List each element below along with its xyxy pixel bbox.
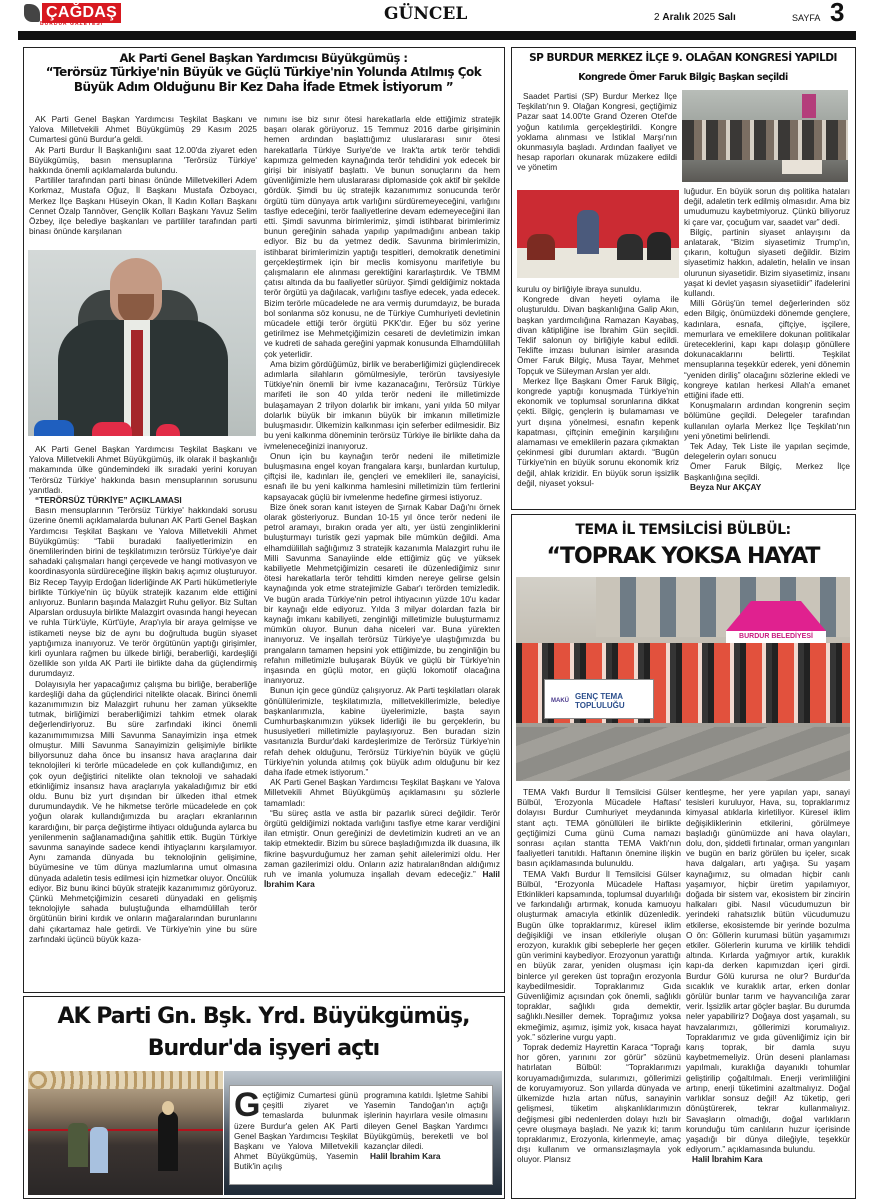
article-column-1 bbox=[29, 444, 257, 990]
section-title: GÜNCEL bbox=[384, 4, 468, 24]
article-sp-kongre bbox=[511, 47, 856, 510]
paragraph: TEMA Vakfı Burdur İl Temsilcisi Gülser Bülbül, “Erozyonla Mücadele Haftası Etkinlikleri kapsamında, toplumsal duyarlılığı ve farkındalığı artırmak, konuda kamuoyu oluşturmak amacıyla etkinlik düzenledik. Bugün ülke topraklarımız, küresel iklim değişikliği ve insan etkileriyle oluşan erozyon, kuraklık gibi sebeplerle her geçen gün verimini kaybediyor. Erozyonun yarattığı en büyük zarar, yeniden oluşması için binlerce yıl gereken üst toprağın erozyonla kaybedilmesidir. Topraklarımız Gıda Güvenliğimiz açısından çok önemli, sağlıklı topraklar, sağlıklı gıda demektir, sağlıklı.Nesiller demek. Toprağımız yoksa ekmeğimiz, aşımız, işimiz yok, kısaca hayat yok.” sözlerine vurgu yaptı. bbox=[517, 868, 681, 1042]
article-byline: Halil İbrahim Kara bbox=[692, 1154, 763, 1165]
paragraph: “Bu süreç astla ve astla bir pazarlık süreci değildir. Terör örgütü geldiğimizi noktada varlığını tasfiye etme karar verdiğini ilan etmiştir. Onun gereğinizi de devletimizin kudreti an ve an takip etmektedir. Bizim bu sürece başladığımızda ilk duasına, ilk fikrine başvurduğumuz her zaman şehit ailelerimizi oldu. Her zaman gazilerimizi oldu. Onların aziz hatıraları8ndan aldığımız ruh ve imanla yolumuza inşallah devam edeceğiz.” bbox=[264, 807, 500, 880]
article-subheadline: Kongrede Ömer Faruk Bilgiç Başkan seçildi bbox=[578, 72, 788, 83]
paragraph: Milli Görüş'ün temel değerlerinden söz eden Bilgiç, önümüzdeki dönemde gençlere, kadınlara, esnafa, çiftçiye, işçilere, memurlara ve emeklilere dokunan politikalar üreteceklerini, kapı kapı dolaşıp gönüllere dokunacaklarını belirtti. Teşkilat mensuplarına teşekkür ederek, yeni dönemin “yeniden diriliş” olacağını sözlerine ekledi ve kongreye katılan herkesi Allah'a emanet ettiğini ifade etti. bbox=[684, 298, 850, 401]
article-isyeri-acilis bbox=[23, 996, 505, 1199]
article-tema bbox=[511, 514, 856, 1199]
text-panel bbox=[229, 1085, 493, 1185]
article-byline: Beyza Nur AKÇAY bbox=[690, 481, 762, 492]
paragraph: Tek Aday, Tek Liste ile yapılan seçimde, delegelerin oyları sonucu bbox=[684, 441, 850, 462]
paragraph: AK Parti Genel Başkan Yardımcısı Teşkilat Başkanı ve Yalova Milletvekili Ahmet Büyükgümüş 29 Kasım 2025 Cumartesi günü Burdur'a geldi. bbox=[29, 114, 257, 145]
paragraph: TEMA Vakfı Burdur İl Temsilcisi Gülser Bülbül, 'Erozyonla Mücadele Haftası' dolayısı Burdur Cumhuriyet meydanında stant açtı. TEMA gönüllüleri ile birlikte geçtiğimizi Cuma günü Cuma namazı sonrası açılan stantta TEMA Vakfı'nın faaliyetleri tanıtıldı. Haftanın önemine ilişkin basın açıklamasında bulunuldu. bbox=[517, 787, 681, 869]
paragraph: Bize önek soran kanıt isteyen de Şırnak Kabar Dağı'nı örnek olarak gösteriyoruz. Bundan 10-15 yıl önce terör nedeni ile petrol aramayı, bırakın orada yer altı, yer üstü zenginliklerini buluşturmayı turistik gezi yapmak bile mümkün değildi. Ama elhamdülillah sağlığımız 3 stratejik kazanımla Malazgirt ruhu ile Milli Savunma Sanayiinde elde ettiğimiz güç ve yüksek kabiliyetle Mehmetçiğimizin cesareti ile düzenlediğimiz sınır ötesi harekatlarla terör tehditti kimden nereye gelirse gelsin kaynağında yok etme stratejimizle Gabar'ı terörden temizledik. Ve bugün arada Türkiye'nin petrol ihtiyacının yüzde 10'u kadar bir kaynağı elde ediyoruz. Yılda 3 milyar dolardan fazla bir kaynağı imkanı kabiliyeti, zenginliği milletimizle buluşturmamız mümkün oluyor. Bunun daha niceleri var. Buna yürekten inanıyoruz. Ve inşallah terörsüz Türkiye'ye ulaştığımızda bu prangaların tamamen hepsini yok ettiğimizde, bu zenginliğin bu refahın milletimizle buluşarak Büyük ve güçlü bir Türkiye'nin inşasında en güçlü motor, en güçlü lokomotif olacağına inanıyoruz. bbox=[264, 501, 500, 686]
paragraph: Ömer Faruk Bilgiç, Merkez İlçe Başkanlığına seçildi. bbox=[684, 461, 850, 482]
photo-banner-org: MAKÜ bbox=[551, 698, 569, 704]
date-year: 2025 bbox=[692, 12, 716, 23]
article-headline: “TOPRAK YOKSA HAYAT bbox=[546, 544, 820, 569]
article-header bbox=[28, 51, 499, 95]
article-byline: Halil İbrahim Kara bbox=[370, 1151, 441, 1162]
article-headline-line2: Büyük Adım Olduğunu Bir Kez Daha İfade Etmek İstiyorum ” bbox=[73, 80, 454, 94]
paragraph: Toprak dedemiz Hayrettin Karaca “Toprağı hor gören, yarınını zor görür” sözünü hatırlatan Bülbül: “Topraklarımızı koruyamadığımızda, sularımızı, göllerimizi de koruyamıyoruz. Son yıllarda dünyada ve ülkemizde hızla artan nüfus, sanayinin gelişmesi, tüketim alışkanlıklarımızın değişmesi gibi nedenlerden dolayı hızlı bir çevre oluşmaya başladı. Ne yazık ki; tarım topraklarımız, Erozyonla, kirlenmeyle, amaç dışı kullanım ve ormansızlaşmayla yok oluyor. Plansız bbox=[517, 1042, 681, 1165]
paragraph: kentleşme, her yere yapılan yapı, sanayi tesisleri kuruluyor, Hava, su, topraklarımız kimyasal atıklarla kirletiliyor. Küresel iklim değişikliklerinin etkilerini, görülmeye başladığı günümüzde ani hava olayları, dolu, don, şiddetli fırtınalar, orman yangınları ve bugün en bariz görülen bu içeler, sıcak hava dalgaları, artı yağışa. Su yaşam kaynağımız, su olmadan hiçbir canlı yaşamıyor, hiçbir üretim yapılamıyor, doğada bir sistem var, ekosistem bir zincirin halkaları gibi. Nasıl vücudumuzun bir yerindeki rahatsızlık bütün vücudumuzu etkilerse, ekosistemde bir yerinde bozulma O ön: Göllerin kurumasi bütün yaşamımızı etkiler. Gölerlerin kuruma ve kirlilik tehdidi altında. Kırlarda yağmıyor artık, kuraklık kapı-da derken kapımızdan içeri girdi. Burdur Gölü kurursa ne olur? Burdur'da sıcaklık ve kuraklık artar, erken donlar görülür bunlar tarım ve hayvancılığa zarar verir. İşsizlik artar göçler başlar. Bu durumda neler yapabiliriz? Doğaya dost yaşamalı, su havzalarımızı, göllerimizi korumalıyız. Topraklarımız ve gıda güvenliğimiz için bir karış toprak, bir damla suyu kaybetmemeliyiz. Ürün deseni planlaması yapılmalı, kuraklığa dayanıklı tohumlar geliştirilip çoğaltılmalı. Enerji verimliliğini artırıp, enerji tüketimini azaltmalıyız. Doğal varlıklar sonsuz değil! Az tüketip, geri dönüştürerek, tekrar kullanmalıyız. Savaşların olmadığı, doğal varlıkların korunduğu tüm canlıların huzur içerisinde yaşadığı bir dünya dileğiyle, teşekkür ediyorum.” açıklamasında bulundu. bbox=[686, 787, 850, 1155]
paragraph: Konuşmaların ardından kongrenin seçim bölümüne geçildi. Delegeler tarafından kullanılan oylarla Merkez İlçe Teşkilatı'nın yeni yönetimi belirlendi. bbox=[684, 400, 850, 441]
article-kicker: Ak Parti Genel Başkan Yardımcısı Büyükgümüş : bbox=[119, 51, 408, 65]
paragraph: Ak Parti Burdur İl Başkanlığını saat 12.00'da ziyaret eden Büyükgümüş, basın mensuplarına 'Terörsüz Türkiye' hakkında önemli açıklamalarda bulundu. bbox=[29, 144, 257, 176]
logo-name: ÇAĞDAŞ bbox=[42, 3, 121, 23]
article-column-1-top bbox=[29, 114, 257, 246]
article-column-2 bbox=[264, 114, 500, 990]
logo-emblem-icon bbox=[24, 4, 40, 22]
article-headline-line2: Burdur'da işyeri açtı bbox=[147, 1036, 380, 1061]
page-label: SAYFA bbox=[792, 13, 821, 23]
paragraph: Basın mensuplarının 'Terörsüz Türkiye' hakkındaki sorusu üzerine önemli açıklamalarda bulunan AK Parti Genel Başkan Yardımcısı Teşkilat Başkanı ve Yalova Milletvekili Ahmet Büyükgümüş: “Tabii buradaki faaliyetlerimizin en önemlilerinden birini de teşkilatımızın terörsüz Türkiye'ye dair sahadaki çalışmaları hangi çerçevede ve hangi motivasyon ve koordinasyonla sürdüreceğine ilişkin bakış açımız oluşturuyor. Biz Recep Tayyip Erdoğan liderliğinde AK Parti hükümetleriyle birlikte Türkiye'nin üç büyük stratejik kazanım elde ettiğini anlıyoruz. Bunların başında Malazgirt Ruhu geliyor. Biz Sultan Alparslan ordusuyla birlikte Malazgirt ovasında hangi heyecan ve ruhla Türk'üyle, Kürt'üyle, Arap'ıyla bir araya gelmişse ve istikameti neyse biz de aynı bu doğrultuda bugün siyaset yaptığımıza inanıyoruz. Ve terör örgütünün yaptığı girişimler, kirli oyunlara rağmen bu ülkede birliği, beraberliği, kardeşliği özellikle son yılda AK Parti ile birlikte daha da güçlendirmiş durumdayız. bbox=[29, 505, 257, 679]
date-day: 2 bbox=[654, 12, 660, 23]
date-weekday: Salı bbox=[717, 12, 736, 23]
header-rule bbox=[18, 31, 856, 40]
article-column-1 bbox=[517, 787, 681, 1195]
photo-tema-volunteers bbox=[516, 577, 850, 781]
article-column-1-top bbox=[517, 91, 677, 183]
paragraph: Ama bizim gördüğümüz, birlik ve beraberliğimizi güçlendirecek adımlarla silahların gömülmesiyle, terörün tavsiyesiyle Tütkiye'nin önemli bir ivme kazanacağını, Terörsüz Türkiye marifeti ile son 40 yılda terör nedeni ile milletimizde bulaşamayan 2 trilyon dolarlık bir imkanı, yani yılda 50 milyar dolarlık büyük bir imkanın büyük bir imkanın milletimizle buluşmasıdır. Ülkemizin kalkınması için seferber edilmesidir. Biz bu yeni kalkınma döneminin terörsüz Türkiye ile birlikte daha da ivmeleneceğinizi inanıyoruz. bbox=[264, 358, 500, 451]
article-kicker: TEMA İL TEMSİLCİSİ BÜLBÜL: bbox=[575, 522, 791, 538]
photo-kongre-podium bbox=[517, 190, 679, 278]
article-byline: Halil İbrahim Kara bbox=[264, 869, 500, 890]
paragraph: AK Parti Genel Başkan Yardımcısı Teşkilat Başkanı ve Yalova Milletvekili Ahmet Büyükgümüş açıklamasını şu sözlerle tamamladı: bbox=[264, 777, 500, 808]
article-headline: SP BURDUR MERKEZ İLÇE 9. OLAĞAN KONGRESİ YAPILDI bbox=[529, 52, 837, 64]
paragraph: Bunun için gece gündüz çalışıyoruz. Ak Parti teşkilatları olarak gönüllülerimizle, teşkilatımızla, milletvekillerimizle, belediye başkanlarımızla, kabine üyelerimizle, başta sayın Cumhurbaşkanımızın yüksek liderliği ile bu gerçeklerin, bu hususiyetleri milletimizle paylaşıyoruz. Ben buradan sizin vasıtanızla Burdur'daki kardeşlerimize de Terörsüz Türkiye'nin refah dehek olduğunu, Terörsüz Türkiye'nin büyük ve güçlü Türkiye'nin yolunda atılmış çok büyük adım olduğunu bir kez daha ifade etmek istiyorum.” bbox=[264, 685, 500, 777]
article-subheading: “TERÖRSÜZ TÜRKİYE” AÇIKLAMASI bbox=[35, 495, 182, 506]
issue-date bbox=[654, 12, 774, 23]
article-column-1 bbox=[517, 284, 679, 506]
dropcap: G bbox=[234, 1090, 261, 1124]
paragraph: luğudur. En büyük sorun dış politika hataları değil, adaletin terk edilmiş olmasıdır. Ama biz umudumuzu kaybetmiyoruz. Çünkü biliyoruz ki çare var, çocuğum var, saadet var” dedi. bbox=[684, 186, 850, 227]
paragraph: Partililer tarafından parti binası önünde Milletvekilleri Adem Korkmaz, Mustafa Oğuz, İl Başkanı Mustafa Özboyacı, Merkez İlçe Başkanı Hüseyin Okan, İl Kadın Kolları Başkanı Cennet Özalp Tannöver, Gençlik Kolları Başkanı Yavuz Selim Özbey, ilçe belediye başkanları ve partililer tarafından parti binası önünde karşılanan bbox=[29, 175, 257, 237]
paragraph: Onun için bu kaynağın terör nedeni ile milletimizle buluşmasına engel koyan frangalara karşı, bunlardan kurtulup, çiftçisi ile, kadınları ile, gençleri ve emeklileri ile, sanayicisi, esnafı ile bu yeni kalkınma hamlesini milletimizin tüm fertlerini kapsayacak güçlü bir ivmelenme hedefine girmesi istiyoruz. bbox=[264, 450, 500, 502]
article-headline-line1: AK Parti Gn. Bşk. Yrd. Büyükgümüş, bbox=[57, 1004, 470, 1029]
photo-banner bbox=[544, 679, 654, 719]
paragraph: programına katıldı. İşletme Sahibi Yasemin Tandoğan'ın açtığı işlerinin hayırlara vesile olmasını dileyen Genel Başkan Yardımcı Büyükgümüş, bereketli ve bol kazançlar diledi. bbox=[364, 1090, 488, 1152]
paragraph: kurulu oy birliğiyle ibraya sunuldu. bbox=[517, 284, 642, 294]
masthead bbox=[0, 0, 874, 45]
page-number: 3 bbox=[830, 0, 845, 27]
article-terorsuz-turkiye bbox=[23, 47, 505, 993]
article-column-2 bbox=[684, 186, 850, 508]
photo-tent-label: BURDUR BELEDİYESİ bbox=[726, 631, 826, 643]
photo-buyukgumus-press bbox=[28, 250, 256, 436]
paragraph: Saadet Partisi (SP) Burdur Merkez İlçe Teşkilatı'nın 9. Olağan Kongresi, geçtiğimiz Pazar saat 14.00'te Grand Özeren Otel'de yoğun katılımla gerçekleştirildi. Kongre yoklama alınması ve İstiklal Marşı'nın okunmasıyla başladı. Ardından faaliyet ve hesap raporları okunarak müzakere edildi ve yönetim bbox=[517, 91, 677, 173]
paragraph: Merkez İlçe Başkanı Ömer Faruk Bilgiç, kongrede yaptığı konuşmada Türkiye'nin ekonomik ve toplumsal sorunlarına dikkat çekti. Bilgiç, gençlerin iş bulamaması ve yurt dışına yönelmesi, esnafın kepenk kapatması, çiftçinin emeğinin karşılığını alamaması ve emeklilerin pazara çıkmaktan çekinmesi gibi durumları aktardı. “Bugün Türkiye'nin en büyük sorunu ekonomik kriz değil, ahlak krizidir. En büyük sorun işsizlik değil, niyaset yoksul- bbox=[517, 375, 679, 488]
paragraph: nımını ise biz sınır ötesi harekatlarla elde ettiğimiz stratejik başarı olarak görüyoruz. 15 Temmuz 2016 darbe girişiminin hemen ardından başlattığımız uluslararası sınır ötesi harekatlarla Türkiye Suriye'de ve Irak'ta artık terör tehdidi kapımıza gelmeden kaynağında terör tehdidini yok edecek bir girişi bir inisiyatif başlattı. Ve bunun sonuçlarını da hem güvenliğimizle hem uluslararası diplomaside çok aktif bir şekilde gördük. Şimdi bu üç stratejik kazanımımız sonucunda terör örgütü tüm dünyaya artık varlığını sürdüremeyeceğini, varlığını tasfiye edeceğini, terör faaliyetlerine devam edemeyeceğini ilan etti. Şimdi savunma birimlerimiz, şimdi istihbarat birimlerimiz bunun gereğinin sahada yapılıp yapılmadığını anbean takip ediyor. Biz bu da yetmez dedik. Savunma birimlerimizin, istihbarat birimlerimizin yaptığı tespitleri, demokratik denetimini gerçekleştirmek için bir meclis komisyonu marifetiyle bu çalışmaların ele alınması gerektiğini kararlaştırdık. Ve TBMM çatısı altında da bu faaliyetler sürüyor. Şimdi geldiğimiz noktada terör örgütü ya dağılacak, varlığını tasfiye edecek, yada edecek. Bizim terörle mücadelede ne ara vermiş durumdayız, be burada bol sonlanma söz konusu, ne de Türkiye Cumhuriyeti devletinin mücadele ettiği terör örgütü PKK'dır. Eğer bu söz yerine getirilmez ise Mehmetçiğimizin cesareti de devletimizin imkan ve kudreti de sahada gereğini yapmak konusunda Elhamdülillah çok yeterlidir. bbox=[264, 114, 500, 359]
photo-ribbon-cutting bbox=[28, 1071, 223, 1195]
photo-banner-text: GENÇ TEMA TOPLULUĞU bbox=[575, 692, 625, 710]
article-column-2 bbox=[686, 787, 850, 1195]
article-headline-line1: “Terörsüz Türkiye'nin Büyük ve Güçlü Türkiye'nin Yolunda Atılmış Çok bbox=[45, 65, 482, 79]
photo-kongre-audience bbox=[682, 90, 848, 182]
article-column-2 bbox=[364, 1090, 488, 1184]
date-month: Aralık bbox=[662, 12, 691, 23]
paragraph: Dolayısıyla her yapacağımız çalışma bu birliğe, beraberliğe kardeşliği daha da güçlendirici nitelikte olacak. Birinci önemli kazanımımızın biz Malazgirt ruhunu her zaman yükseklte tutmak, birliğimizi beraberliğimizi tahkim etmek olarak değerlendiriyoruz. Bu süre zarfındaki ikinci önemli kazanımımımızsa Milli Savunma Sanayimizin inşa etmek olmuştur. Milli Savunma Sanayimizin gelişimiyle birlikte biliyorsunuz daha önce bu insansız hava araçlarına dair teknolojileri ki terörle mücadelede en çok kullandığımız, en çok oyun değiştirici nitelikte olan teknoloji ve sahadaki etkinliğimiz insansız hava araçlarıyla yakaladığımız bir etki oldu. Bunu biz yurt dışından bir ülkeden ithal etmek durumundaydık. Ve he hikmetse terörle mücadelede en çok yoğun olarak kullandığımızda bu araçları ekranlarının karardığını, bir parça değiştirme ihtiyacı olduğunda aylarca bu yenilenmenin sağlanamadığına şahitlik ettik. Bugün Türkiye savunma sanayinde sadece kendi ihtiyaçlarını karşılamıyor. Aynı zamanda dünyada bu teknolojinin gelişimine, büyümesine ve tüm dünya mazlumlarına umut olmasına dünyada adaletin tesis edilmesi için hizmetkar oluyor. Öncülük ediyor. Biz bunu ikinci büyük stratejik kazanımımız görüyoruz. Çünkü Mehmetçiğimizin cesareti dünyadaki en gelişmiş teknolojiyle sahada buluştuğunda elhamdülillah terör örgütünün birini kırdık ve onların mağaralarından burunlarını dahi çıkartamaz hale getirdi. Ve Türkiye'nin yine bu süre zarfındaki üçüncü büyük kaza- bbox=[29, 678, 257, 944]
logo-subtitle: BURDUR GAZETESİ bbox=[40, 21, 104, 27]
paragraph: eçtiğimiz Cumartesi günü çeşitli ziyaret ve temaslarda bulunmak üzere Burdur'a gelen AK Parti Genel Başkan Yardımcısı Teşkilat Başkanı ve Yalova Milletvekili Ahmet Büyükgümüş, Yasemin Butik'in açılış bbox=[234, 1090, 358, 1172]
paragraph: AK Parti Genel Başkan Yardımcısı Teşkilat Başkanı ve Yalova Milletvekili Ahmet Büyükgümüş, ilk olarak il başkanlığı makamında ülke gündemindeki ilk sıradaki yerini koruyan 'Terörsüz Türkiye' hakkında basın mensuplarının sorusunu yanıtladı. bbox=[29, 444, 257, 495]
article-column-1 bbox=[234, 1090, 358, 1184]
paragraph: Kongrede divan heyeti oylama ile oluşturuldu. Divan başkanlığına Galip Akın, başkan yardımcılığına Ramazan Kayabaş, divan kâtipliğine ise İbrahim Gün seçildi. Teklif salonun oy birliğiyle kabul edildi. Teklifte imzası bulunan isimler arasında Ömer Faruk Bilgiç, Musa Tayar, Mehmet Topçuk ve Süleyman Arslan yer aldı. bbox=[517, 294, 679, 376]
paragraph: Bilgiç, partinin siyaset anlayışını da anlatarak, “Bizim siyasetimiz Trump'ın, çıkarın, koltuğun siyaseti değildir. Bizim siyasetimiz hakkın, adaletin, helalin ve insan olurunun siyasetidir. Bizim siyasetimiz, insanı yaşat ki devlet yaşasın siyasetiidir” ifadelerini kullandı. bbox=[684, 226, 850, 299]
